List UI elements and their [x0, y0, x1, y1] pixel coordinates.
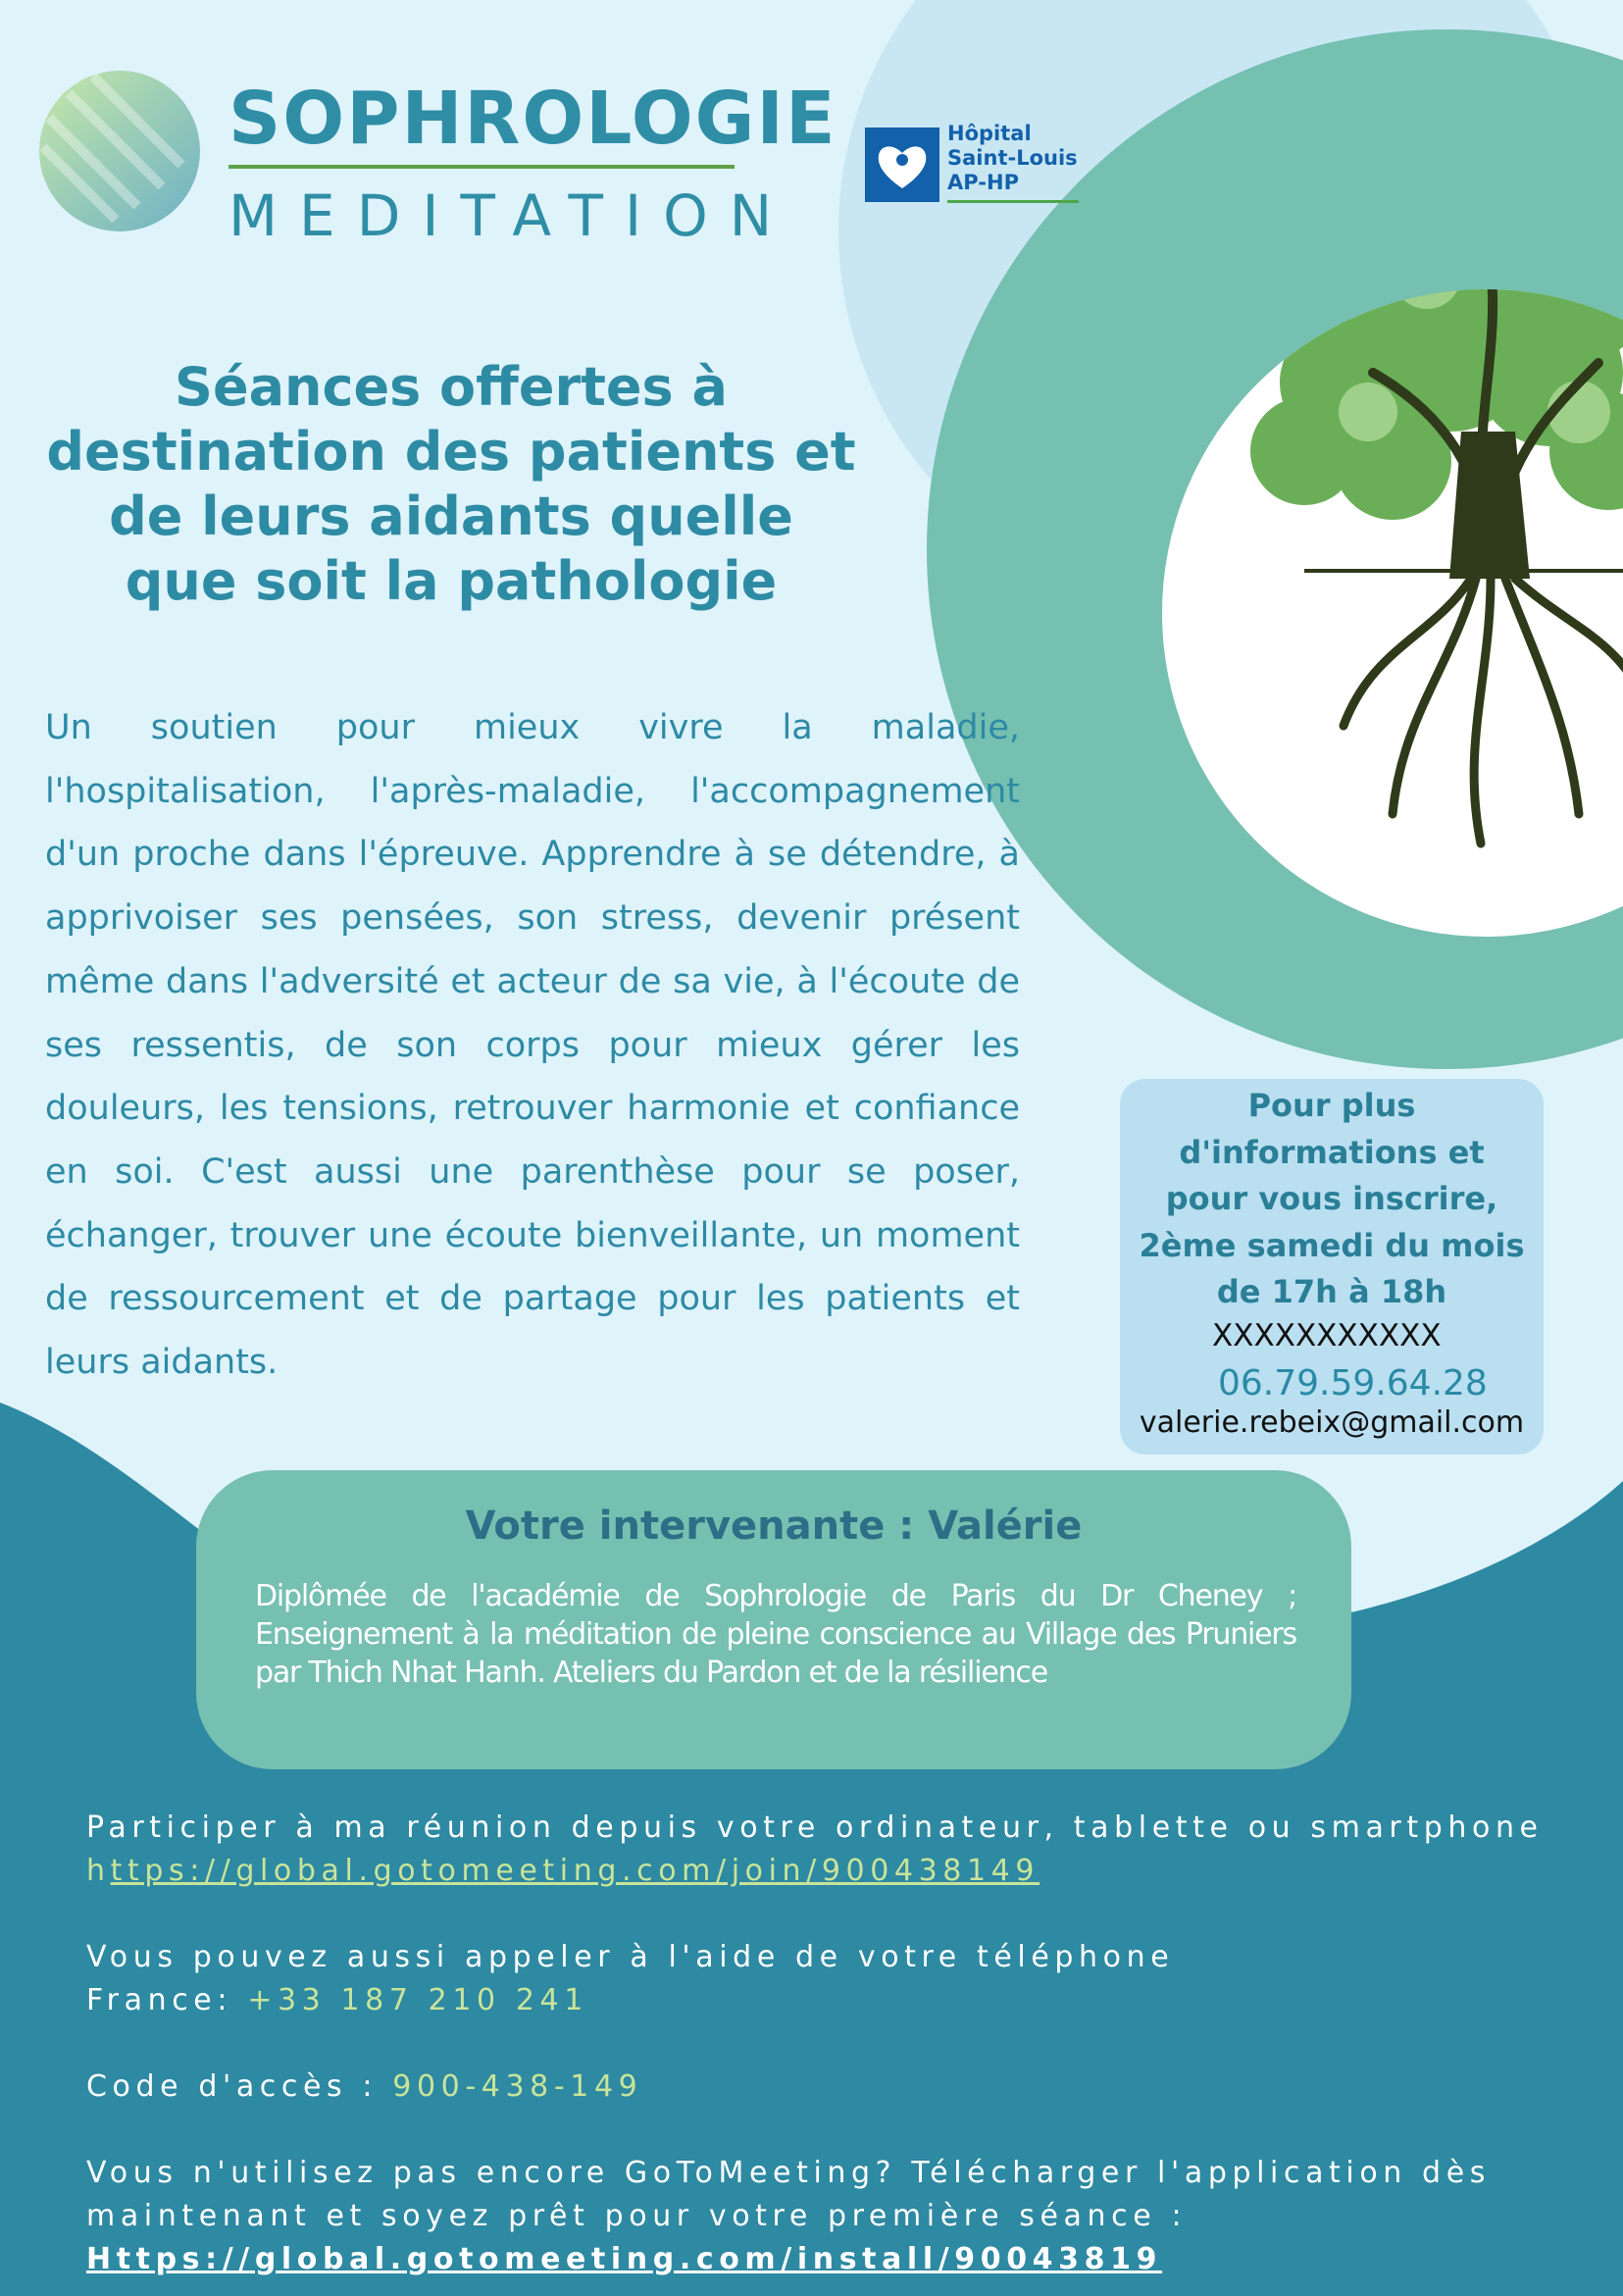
brand-title: SOPHROLOGIE	[228, 77, 837, 161]
hospital-line-1: Hôpital	[947, 122, 1032, 145]
info-text	[1120, 1083, 1544, 1316]
install-link[interactable]: Https://global.gotomeeting.com/install/90043819	[86, 2242, 1163, 2276]
access-code-value: 900-438-149	[392, 2069, 643, 2104]
join-link-row	[86, 1850, 1597, 1893]
brand-divider	[228, 165, 735, 169]
info-line-4: 2ème samedi du mois	[1139, 1226, 1525, 1264]
hospital-logo-icon	[865, 128, 939, 202]
spacer	[86, 2022, 1597, 2066]
info-line-5: de 17h à 18h	[1216, 1273, 1447, 1310]
info-line-2: d'informations et	[1179, 1133, 1485, 1171]
brand-logo-icon	[39, 71, 200, 231]
info-line-3: pour vous inscrire,	[1165, 1180, 1498, 1217]
install-text-2: maintenant et soyez prêt pour votre première séance :	[86, 2199, 1188, 2233]
install-link-row	[86, 2238, 1597, 2281]
join-text: Participer à ma réunion depuis votre ordinateur, tablette ou smartphone	[86, 1811, 1544, 1845]
france-number[interactable]: +33 187 210 241	[247, 1983, 588, 2017]
hospital-line-3: AP-HP	[947, 171, 1019, 194]
hospital-underline	[947, 200, 1079, 203]
email-address[interactable]: valerie.rebeix@gmail.com	[1139, 1405, 1525, 1440]
meeting-info	[86, 1807, 1597, 2281]
access-code-row	[86, 2066, 1597, 2109]
heading-line-1: Séances offertes à	[175, 356, 728, 418]
redacted-number: XXXXXXXXXXX	[1212, 1318, 1442, 1353]
intervenant-description: Diplômée de l'académie de Sophrologie de Paris du Dr Cheney ; Enseignement à la méditation de pleine conscience au Village des Pruniers par Thich Nhat Hanh. Ateliers du Pardon et de la résilience	[255, 1579, 1296, 1690]
info-line-1: Pour plus	[1247, 1087, 1416, 1124]
hospital-name	[947, 122, 1078, 195]
join-link[interactable]: ttps://global.gotomeeting.com/join/900438149	[110, 1854, 1040, 1888]
france-row	[86, 1979, 1597, 2022]
page-heading	[29, 355, 873, 614]
phone-call-text: Vous pouvez aussi appeler à l'aide de votre téléphone	[86, 1940, 1175, 1974]
spacer	[86, 2109, 1597, 2152]
hospital-line-2: Saint-Louis	[947, 146, 1078, 170]
spacer	[86, 1893, 1597, 1936]
heading-line-4: que soit la pathologie	[125, 550, 778, 612]
access-code-label: Code d'accès :	[86, 2069, 393, 2104]
heading-line-2: destination des patients et	[46, 421, 856, 483]
phone-number[interactable]: 06.79.59.64.28	[1218, 1363, 1488, 1403]
description-paragraph: Un soutien pour mieux vivre la maladie, l'hospitalisation, l'après-maladie, l'accompagnement d'un proche dans l'épreuve. Apprendre à se détendre, à apprivoiser ses pensées, son stress, devenir présent même dans l'adversité et acteur de sa vie, à l'écoute de ses ressentis, de son corps pour mieux gérer les douleurs, les tensions, retrouver harmonie et confiance en soi. C'est aussi une parenthèse pour se poser, échanger, trouver une écoute bienveillante, un moment de ressourcement et de partage pour les patients et leurs aidants.	[45, 708, 1020, 1383]
france-label: France:	[86, 1983, 248, 2017]
intervenant-title: Votre intervenante : Valérie	[465, 1504, 1083, 1549]
install-text-1: Vous n'utilisez pas encore GoToMeeting? Télécharger l'application dès	[86, 2156, 1491, 2190]
join-link-prefix[interactable]: h	[86, 1854, 111, 1888]
heading-line-3: de leurs aidants quelle	[109, 485, 793, 547]
brand-subtitle: MEDITATION	[228, 182, 794, 249]
